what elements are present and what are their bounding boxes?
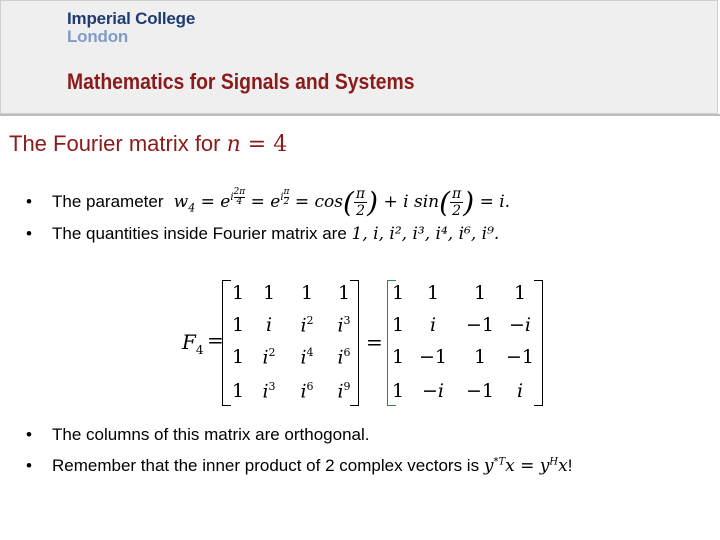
logo-line-2: London bbox=[67, 27, 129, 46]
matrix-name: $F_4$ bbox=[182, 330, 204, 357]
matrix-cell: 1 bbox=[473, 346, 487, 368]
matrix-cell: 1 bbox=[391, 380, 405, 402]
bullet-dot: • bbox=[26, 425, 32, 444]
title-equation: = 4 bbox=[240, 132, 288, 157]
header-divider bbox=[0, 114, 720, 116]
matrix-cell: −1 bbox=[505, 346, 534, 368]
matrix-cell: −1 bbox=[418, 346, 447, 368]
exclamation: ! bbox=[567, 456, 573, 475]
logo-line-1: Imperial College bbox=[67, 9, 196, 28]
bullet-dot: • bbox=[26, 456, 32, 475]
bullet-parameter bbox=[26, 186, 510, 219]
matrix-cell: i bbox=[265, 314, 273, 336]
matrix-cell: 1 bbox=[231, 282, 245, 304]
bullet-text: Remember that the inner product of 2 complex vectors is bbox=[52, 456, 480, 475]
matrix-cell: 1 bbox=[231, 380, 245, 402]
matrix-cell: $i^3$ bbox=[262, 380, 276, 403]
matrix-cell: $i^4$ bbox=[300, 346, 314, 369]
slide-title bbox=[9, 131, 287, 157]
matrix-cell: 1 bbox=[337, 282, 351, 304]
equals-sign-2: = bbox=[366, 330, 383, 354]
matrix-cell: −i bbox=[509, 314, 531, 336]
matrix-cell: −i bbox=[422, 380, 444, 402]
matrix-cell: 1 bbox=[300, 282, 314, 304]
inner-product-formula: $y^{*T}x = y^Hx$ bbox=[483, 456, 568, 476]
matrix-cell: $i^9$ bbox=[337, 380, 351, 403]
slide-header bbox=[0, 0, 718, 114]
matrix-cell: 1 bbox=[231, 314, 245, 336]
matrix-cell: 1 bbox=[513, 282, 527, 304]
matrix-cell: 1 bbox=[231, 346, 245, 368]
bullet-dot: • bbox=[26, 224, 32, 243]
bullet-dot: • bbox=[26, 192, 32, 211]
matrix-cell: −1 bbox=[465, 314, 494, 336]
matrix-cell: $i^2$ bbox=[300, 314, 314, 337]
matrix-cell: 1 bbox=[391, 346, 405, 368]
title-variable: n bbox=[226, 132, 241, 157]
parameter-formula: $w_4 = e^{i \frac{2\pi}{4}}$ = $e^{i \frac{\pi}{2}}$ = cos( $\frac{\pi}{2}$ ) + i sin( $\frac{\pi}{2}$ ) = i. bbox=[168, 186, 511, 219]
matrix-cell: i bbox=[516, 380, 524, 402]
equals-sign-1: = bbox=[207, 328, 224, 352]
matrix-cell: $i^6$ bbox=[300, 380, 314, 403]
matrix-cell: $i^3$ bbox=[337, 314, 351, 337]
bullet-text: The columns of this matrix are orthogonal. bbox=[52, 425, 370, 444]
bullet-inner-product bbox=[26, 456, 572, 476]
bullet-text: The parameter bbox=[52, 192, 164, 211]
bullet-orthogonal bbox=[26, 425, 369, 445]
matrix-cell: $i^6$ bbox=[337, 346, 351, 369]
course-title: Mathematics for Signals and Systems bbox=[67, 69, 415, 94]
matrix-cell: 1 bbox=[473, 282, 487, 304]
imperial-logo bbox=[67, 10, 195, 45]
matrix-cell: 1 bbox=[262, 282, 276, 304]
bullet-text: The quantities inside Fourier matrix are bbox=[52, 224, 347, 243]
bullet-quantities bbox=[26, 224, 499, 244]
quantities-list: 1, i, i², i³, i⁴, i⁶, i⁹. bbox=[351, 224, 500, 244]
matrix-cell: i bbox=[429, 314, 437, 336]
matrix-cell: −1 bbox=[465, 380, 494, 402]
matrix-cell: 1 bbox=[391, 314, 405, 336]
matrix-cell: $i^2$ bbox=[262, 346, 276, 369]
title-text: The Fourier matrix for bbox=[9, 131, 227, 156]
matrix-cell: 1 bbox=[391, 282, 405, 304]
matrix-cell: 1 bbox=[426, 282, 440, 304]
